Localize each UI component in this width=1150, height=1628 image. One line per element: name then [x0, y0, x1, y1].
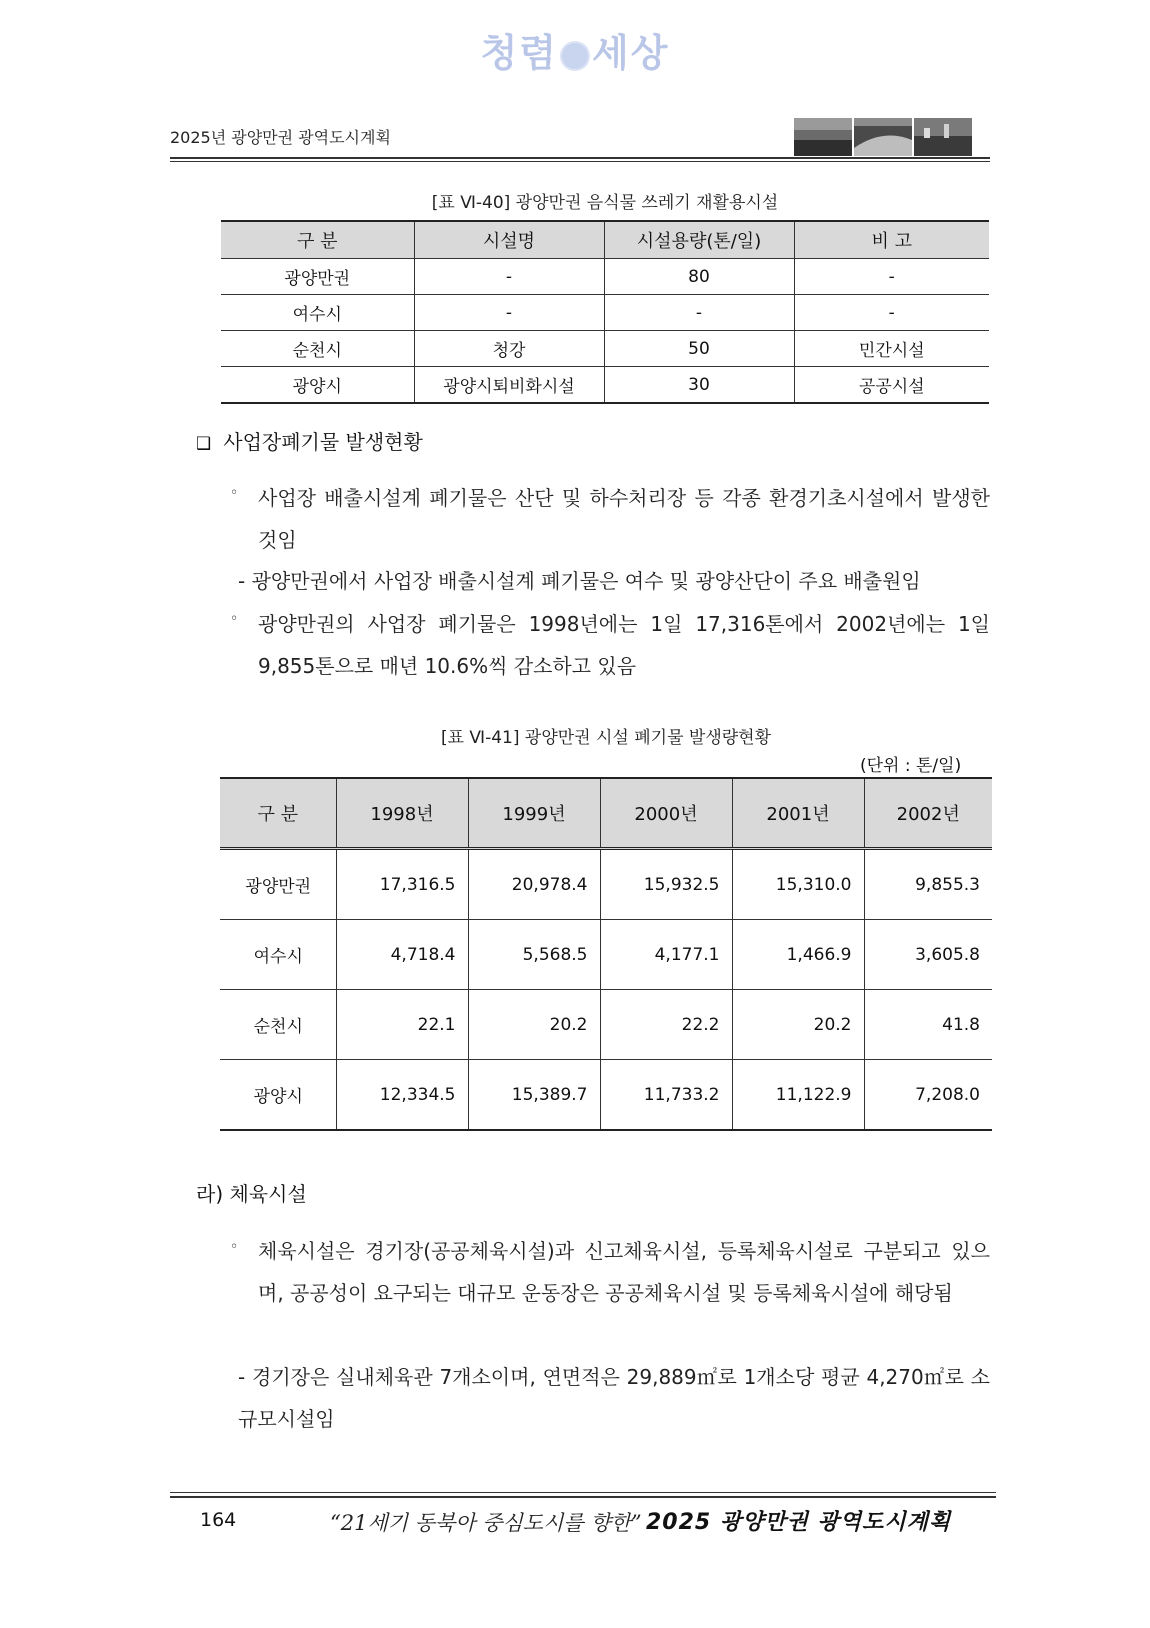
header-cell: 2002년	[864, 778, 992, 849]
table-header-row	[220, 778, 992, 849]
table-cell: 12,334.5	[336, 1060, 468, 1131]
food-waste-recycling-table	[221, 220, 989, 404]
table-cell: 청강	[414, 331, 604, 367]
table-cell: 광양만권	[220, 849, 336, 920]
section-heading-sports-facilities: 라) 체육시설	[196, 1182, 307, 1206]
header-cell: 시설명	[414, 221, 604, 259]
table-cell: -	[794, 295, 989, 331]
table-cell: 11,122.9	[732, 1060, 864, 1131]
header-cell: 구 분	[220, 778, 336, 849]
table-cell: 9,855.3	[864, 849, 992, 920]
paragraph: 체육시설은 경기장(공공체육시설)과 신고체육시설, 등록체육시설로 구분되고 있으며, 공공성이 요구되는 대규모 운동장은 공공체육시설 및 등록체육시설에 해당됨	[258, 1239, 990, 1305]
bullet-circle-icon: ◦	[230, 611, 239, 627]
header-cell: 1998년	[336, 778, 468, 849]
table-cell: -	[604, 295, 794, 331]
checkbox-square-icon: ❑	[196, 434, 212, 454]
header-rule	[170, 157, 990, 159]
header-photo-2	[854, 118, 912, 156]
footer-rule	[170, 1496, 996, 1498]
logo-left-text: 청렴	[480, 31, 558, 75]
table-row	[221, 295, 989, 331]
table-cell: 공공시설	[794, 367, 989, 404]
table-cell: -	[414, 295, 604, 331]
table-cell: -	[794, 259, 989, 295]
logo-right-text: 세상	[592, 31, 670, 75]
table-row	[221, 259, 989, 295]
footer-rule-thin	[170, 1492, 996, 1493]
page-number: 164	[200, 1509, 237, 1531]
table-cell: 22.2	[600, 990, 732, 1060]
table-cell: -	[414, 259, 604, 295]
table-row	[221, 331, 989, 367]
header-photo-3	[914, 118, 972, 156]
paragraph-dash: - 광양만권에서 사업장 배출시설계 폐기물은 여수 및 광양산단이 주요 배출원임	[238, 569, 921, 593]
table-cell: 1,466.9	[732, 920, 864, 990]
table2-caption: [표 Ⅵ-41] 광양만권 시설 폐기물 발생량현황	[440, 728, 772, 748]
watermark-logo	[0, 22, 1150, 77]
table-cell: 41.8	[864, 990, 992, 1060]
table-cell: 광양만권	[221, 259, 414, 295]
table-cell: 광양시	[221, 367, 414, 404]
industrial-waste-table	[220, 777, 992, 1131]
table1-caption: [표 Ⅵ-40] 광양만권 음식물 쓰레기 재활용시설	[431, 193, 779, 213]
table-cell: 20,978.4	[468, 849, 600, 920]
header-photo-1	[794, 118, 852, 156]
table-cell: 광양시	[220, 1060, 336, 1131]
table-cell: 여수시	[221, 295, 414, 331]
paragraph: 사업장 배출시설계 폐기물은 산단 및 하수처리장 등 각종 환경기초시설에서 발생한 것임	[258, 486, 990, 552]
table-cell: 17,316.5	[336, 849, 468, 920]
header-cell: 시설용량(톤/일)	[604, 221, 794, 259]
bullet-circle-icon: ◦	[230, 485, 239, 501]
header-cell: 1999년	[468, 778, 600, 849]
table-cell: 15,932.5	[600, 849, 732, 920]
table-cell: 20.2	[732, 990, 864, 1060]
section-heading-industrial-waste: ❑ 사업장폐기물 발생현황	[196, 430, 423, 454]
table-cell: 50	[604, 331, 794, 367]
table-cell: 순천시	[220, 990, 336, 1060]
table-cell: 5,568.5	[468, 920, 600, 990]
table-row	[221, 367, 989, 404]
paragraph: 광양만권의 사업장 폐기물은 1998년에는 1일 17,316톤에서 2002년에는 1일 9,855톤으로 매년 10.6%씩 감소하고 있음	[258, 612, 990, 678]
paragraph-dash: - 경기장은 실내체육관 7개소이며, 연면적은 29,889㎡로 1개소당 평균 4,270㎡로 소규모시설임	[238, 1365, 990, 1431]
table-cell: 15,389.7	[468, 1060, 600, 1131]
table-cell: 22.1	[336, 990, 468, 1060]
table-cell: 4,177.1	[600, 920, 732, 990]
header-cell: 2001년	[732, 778, 864, 849]
table-cell: 순천시	[221, 331, 414, 367]
logo-emblem-icon	[560, 41, 590, 71]
footer-quote: “21세기 동북아 중심도시를 향한”	[330, 1511, 642, 1535]
table-cell: 광양시퇴비화시설	[414, 367, 604, 404]
table-row	[220, 990, 992, 1060]
table-row	[220, 1060, 992, 1131]
table-cell: 4,718.4	[336, 920, 468, 990]
table2-unit: (단위 : 톤/일)	[860, 756, 962, 776]
running-header-title: 2025년 광양만권 광역도시계획	[170, 128, 391, 147]
bullet-circle-icon: ◦	[230, 1239, 239, 1255]
table-cell: 30	[604, 367, 794, 404]
table-row	[220, 920, 992, 990]
header-cell: 비 고	[794, 221, 989, 259]
table-cell: 11,733.2	[600, 1060, 732, 1131]
table-cell: 민간시설	[794, 331, 989, 367]
header-rule-thin	[170, 161, 990, 162]
footer-title: 2025 광양만권 광역도시계획	[646, 1510, 952, 1535]
header-cell: 구 분	[221, 221, 414, 259]
table-cell: 80	[604, 259, 794, 295]
table-row	[220, 849, 992, 920]
table-cell: 3,605.8	[864, 920, 992, 990]
table-cell: 15,310.0	[732, 849, 864, 920]
table-header-row	[221, 221, 989, 259]
table-cell: 20.2	[468, 990, 600, 1060]
table-cell: 7,208.0	[864, 1060, 992, 1131]
header-cell: 2000년	[600, 778, 732, 849]
table-cell: 여수시	[220, 920, 336, 990]
